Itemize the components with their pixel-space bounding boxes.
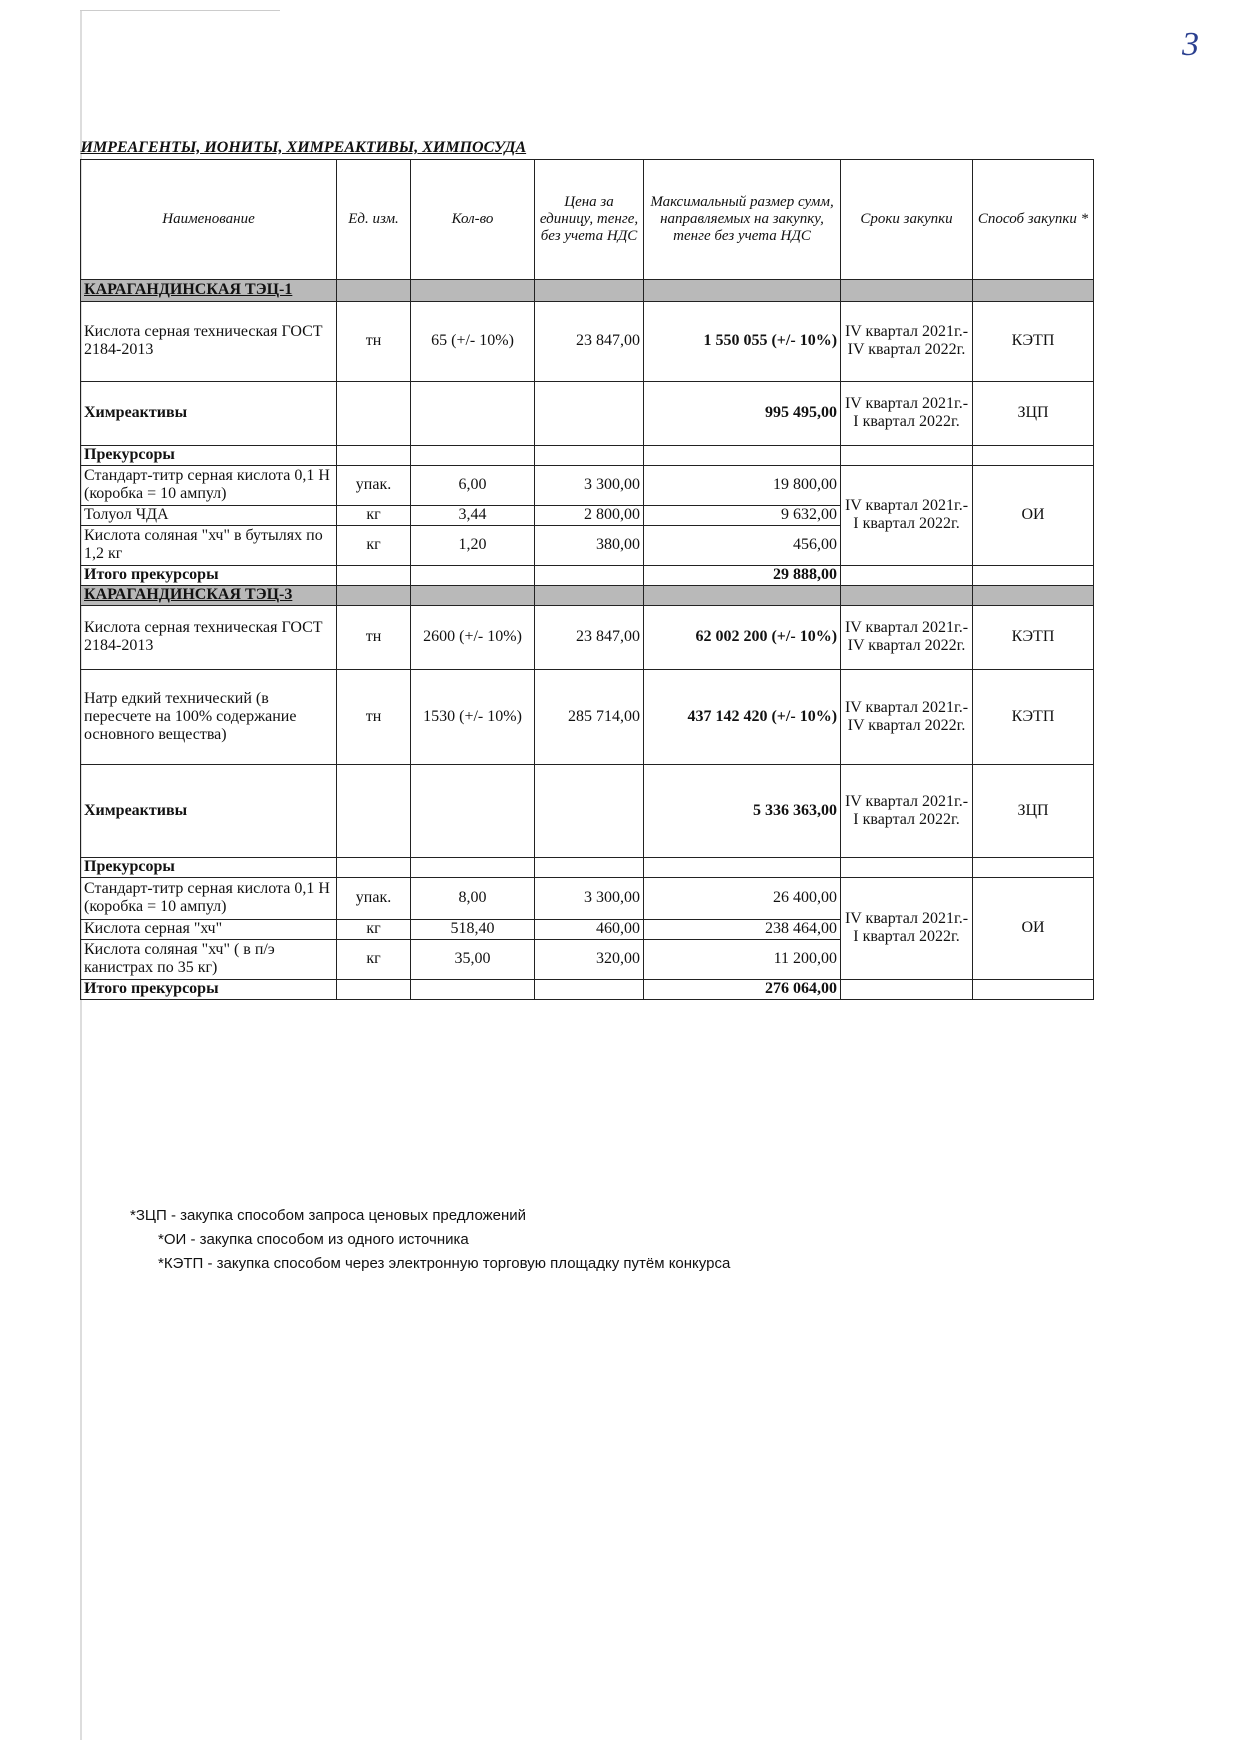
footnote-zcp: *ЗЦП - закупка способом запроса ценовых предложений [130,1207,527,1224]
precursor-price: 460,00 [535,919,644,939]
precursor-price: 3 300,00 [535,877,644,919]
item-sum: 1 550 055 (+/- 10%) [644,301,841,381]
item-method: КЭТП [973,605,1094,669]
precursor-name: Стандарт-титр серная кислота 0,1 Н (коробка = 10 ампул) [81,877,337,919]
table-row [81,465,1094,505]
precursor-qty: 35,00 [411,939,535,979]
precursor-unit: кг [337,919,411,939]
section-title: КАРАГАНДИНСКАЯ ТЭЦ-3 [81,585,337,605]
item-term: IV квартал 2021г.- IV квартал 2022г. [841,301,973,381]
total-row [81,979,1094,999]
precursor-qty: 3,44 [411,505,535,525]
item-unit: тн [337,301,411,381]
item-sum: 62 002 200 (+/- 10%) [644,605,841,669]
header-unit: Ед. изм. [337,159,411,279]
precursor-unit: кг [337,505,411,525]
table-row [81,764,1094,857]
total-value: 276 064,00 [644,979,841,999]
item-method: КЭТП [973,669,1094,764]
item-price: 285 714,00 [535,669,644,764]
precursor-qty: 6,00 [411,465,535,505]
item-name: Натр едкий технический (в пересчете на 100% содержание основного вещества) [81,669,337,764]
header-name: Наименование [81,159,337,279]
item-method: ЗЦП [973,381,1094,445]
total-value: 29 888,00 [644,565,841,585]
item-term: IV квартал 2021г.- I квартал 2022г. [841,381,973,445]
precursor-sum: 19 800,00 [644,465,841,505]
section-header [81,279,1094,301]
precursors-label: Прекурсоры [81,445,337,465]
item-name: Химреактивы [81,764,337,857]
precursor-name: Кислота соляная "хч" ( в п/э канистрах по 35 кг) [81,939,337,979]
table-caption-row [81,137,1094,159]
precursors-label-row [81,857,1094,877]
item-term: IV квартал 2021г.- I квартал 2022г. [841,764,973,857]
total-label: Итого прекурсоры [81,565,337,585]
table-row [81,301,1094,381]
precursor-qty: 8,00 [411,877,535,919]
table-header-row [81,159,1094,279]
footnote-ketp: *КЭТП - закупка способом через электронную торговую площадку путём конкурса [158,1255,731,1272]
precursor-sum: 26 400,00 [644,877,841,919]
item-sum: 5 336 363,00 [644,764,841,857]
page-number: 3 [1182,26,1199,63]
item-term: IV квартал 2021г.- IV квартал 2022г. [841,669,973,764]
procurement-table [80,137,1094,1000]
precursor-price: 320,00 [535,939,644,979]
section-header [81,585,1094,605]
section-title: КАРАГАНДИНСКАЯ ТЭЦ-1 [81,279,337,301]
item-unit: тн [337,669,411,764]
precursors-method: ОИ [973,465,1094,565]
table-title: ИМРЕАГЕНТЫ, ИОНИТЫ, ХИМРЕАКТИВЫ, ХИМПОСУДА [81,137,644,159]
header-term: Сроки закупки [841,159,973,279]
precursor-price: 2 800,00 [535,505,644,525]
total-label: Итого прекурсоры [81,979,337,999]
item-sum: 995 495,00 [644,381,841,445]
precursor-sum: 456,00 [644,525,841,565]
precursors-method: ОИ [973,877,1094,979]
precursor-name: Кислота соляная "хч" в бутылях по 1,2 кг [81,525,337,565]
table-row [81,381,1094,445]
item-method: ЗЦП [973,764,1094,857]
precursor-name: Кислота серная "хч" [81,919,337,939]
precursor-price: 3 300,00 [535,465,644,505]
precursors-label-row [81,445,1094,465]
footnote-oi: *ОИ - закупка способом из одного источника [158,1231,469,1248]
precursor-sum: 11 200,00 [644,939,841,979]
table-row [81,877,1094,919]
header-price: Цена за единицу, тенге, без учета НДС [535,159,644,279]
item-qty: 2600 (+/- 10%) [411,605,535,669]
item-name: Химреактивы [81,381,337,445]
item-qty: 1530 (+/- 10%) [411,669,535,764]
precursors-label: Прекурсоры [81,857,337,877]
item-sum: 437 142 420 (+/- 10%) [644,669,841,764]
precursor-sum: 238 464,00 [644,919,841,939]
footnotes [130,1204,730,1276]
precursor-unit: упак. [337,877,411,919]
item-name: Кислота серная техническая ГОСТ 2184-2013 [81,301,337,381]
table-row [81,669,1094,764]
table-row [81,605,1094,669]
item-price: 23 847,00 [535,301,644,381]
precursor-unit: кг [337,939,411,979]
precursor-price: 380,00 [535,525,644,565]
item-name: Кислота серная техническая ГОСТ 2184-2013 [81,605,337,669]
total-row [81,565,1094,585]
item-qty: 65 (+/- 10%) [411,301,535,381]
header-qty: Кол-во [411,159,535,279]
header-max-sum: Максимальный размер сумм, направляемых на закупку, тенге без учета НДС [644,159,841,279]
precursor-qty: 518,40 [411,919,535,939]
precursor-unit: кг [337,525,411,565]
precursor-qty: 1,20 [411,525,535,565]
item-price: 23 847,00 [535,605,644,669]
item-unit: тн [337,605,411,669]
header-method: Способ закупки * [973,159,1094,279]
precursors-term: IV квартал 2021г.- I квартал 2022г. [841,465,973,565]
item-method: КЭТП [973,301,1094,381]
precursor-unit: упак. [337,465,411,505]
page-top-mark [80,10,280,11]
precursors-term: IV квартал 2021г.- I квартал 2022г. [841,877,973,979]
precursor-name: Стандарт-титр серная кислота 0,1 Н (коробка = 10 ампул) [81,465,337,505]
item-term: IV квартал 2021г.- IV квартал 2022г. [841,605,973,669]
precursor-name: Толуол ЧДА [81,505,337,525]
precursor-sum: 9 632,00 [644,505,841,525]
